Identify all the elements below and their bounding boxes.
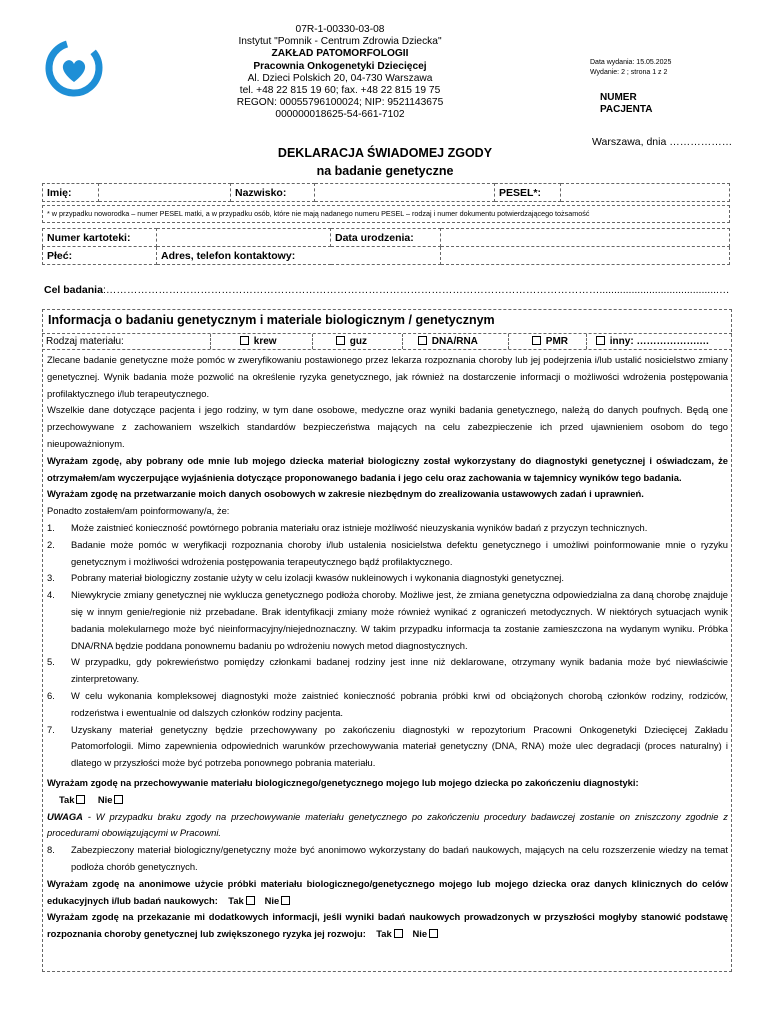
checkbox-icon[interactable]	[596, 336, 605, 345]
regon: REGON: 00055796100024; NIP: 9521143675	[236, 97, 444, 109]
list-item: 5. W przypadku, gdy pokrewieństwo pomiędzy członkami badanej rodziny jest inne niż deklarowane, otrzymany wynik badania może być niewłaściwie zinterpretowany.	[47, 656, 728, 685]
consent-storage-choice: Tak Nie	[47, 792, 728, 809]
institution-header	[150, 24, 530, 122]
birth-date-label: Data urodzenia:	[331, 229, 441, 247]
last-name-field[interactable]	[315, 184, 495, 202]
lab-name: Pracownia Onkogenetyki Dziecięcej	[253, 60, 427, 72]
doc-meta	[590, 58, 671, 78]
last-name-label: Nazwisko:	[231, 184, 315, 202]
place-date: Warszawa, dnia ………………	[592, 136, 733, 148]
sex-label: Płeć:	[43, 247, 157, 265]
pesel-note: * w przypadku noworodka – numer PESEL matki, a w przypadku osób, które nie mają nadanego numeru PESEL – rodzaj i numer dokumentu potwierdzającego tożsamość	[42, 205, 730, 223]
department-name: ZAKŁAD PATOMORFOLOGII	[271, 48, 409, 60]
storage-yes-checkbox[interactable]	[76, 795, 85, 804]
issue-date: Data wydania: 15.05.2025	[590, 59, 672, 66]
research-no-checkbox[interactable]	[281, 896, 290, 905]
address-phone-label: Adres, telefon kontaktowy:	[157, 247, 441, 265]
material-option-dna-rna[interactable]: DNA/RNA	[416, 336, 478, 347]
institute-name: Instytut "Pomnik - Centrum Zdrowia Dziecka"	[238, 36, 442, 48]
purpose-dots: :…………………………………………………………………………………………………………………………….........................................…	[102, 284, 730, 296]
first-name-field[interactable]	[99, 184, 231, 202]
material-type-row	[42, 333, 732, 350]
card-number-field[interactable]	[157, 229, 331, 247]
list-item: 4. Niewykrycie zmiany genetycznej nie wyklucza genetycznego podłoża choroby. Możliwe jest, że zmiana genetyczna odpowiedzialna za daną chorobę znajduje się w innym genie/regionie niż przebadane. Brak identyfikacji zmiany może również wynikać z ograniczeń metodycznych. W niektórych sytuacjach wynik badania molekularnego może być nieinformacyjny/niejednoznaczny. W takim przypadku informacja ta zostanie zamieszczona na wydanym wyniku. Próbka DNA/RNA będzie poddana ponownemu badaniu po wdrożeniu nowych metod diagnostycznych.	[47, 589, 728, 651]
material-label: Rodzaj materiału:	[46, 336, 124, 347]
consent-research: Wyrażam zgodę na anonimowe użycie próbki materiału biologicznego/genetycznego mojego lub mojego dziecka oraz danych klinicznych do celów edukacyjnych i/lub badań naukowych: Tak Nie	[47, 877, 728, 906]
divider	[508, 334, 509, 349]
checkbox-icon[interactable]	[532, 336, 541, 345]
page-subtitle: na badanie genetyczne	[316, 164, 454, 178]
patient-number-label: NUMER PACJENTA	[600, 92, 653, 115]
patient-details-table	[42, 228, 730, 265]
birth-date-field[interactable]	[441, 229, 730, 247]
storage-no-checkbox[interactable]	[114, 795, 123, 804]
page-title: DEKLARACJA ŚWIADOMEJ ZGODY	[277, 146, 493, 160]
consent-future-info: Wyrażam zgodę na przekazanie mi dodatkowych informacji, jeśli wyniki badań naukowych prowadzonych w przyszłości mogłyby stanowić podstawę rozpoznania choroby genetycznej lub zwiększonego ryzyka jej rozwoju: Tak Nie	[47, 911, 728, 940]
material-option-other[interactable]: inny: ……………….…	[594, 336, 709, 347]
list-item: 2. Badanie może pomóc w weryfikacji rozpoznania choroby i/lub ustalenia nosicielstwa defektu genetycznego i umożliwi poinformowanie mnie o ryzyku genetycznym i możliwości wdrożenia postępowania terapeutycznego bądź profilaktycznego.	[47, 538, 728, 567]
list-item: 6. W celu wykonania kompleksowej diagnostyki może zaistnieć konieczność pobrania próbki krwi od obciążonych chorobą członków rodziny, rodziców, rodzeństwa i ewentualnie od dalszych członków rodziny pacjenta.	[47, 689, 728, 718]
consent-data-processing: Wyrażam zgodę na przetwarzanie moich danych osobowych w zakresie niezbędnym do zrealizowania ustawowych zadań i uprawnień.	[47, 488, 644, 500]
purpose-line[interactable]	[44, 284, 729, 296]
info-body	[47, 352, 728, 943]
pesel-field[interactable]	[561, 184, 730, 202]
future-yes-checkbox[interactable]	[394, 929, 403, 938]
consent-storage: Wyrażam zgodę na przechowywanie materiału biologicznego/genetycznego mojego lub mojego dziecka po zakończeniu diagnostyki:	[47, 776, 639, 788]
first-name-label: Imię:	[43, 184, 99, 202]
pesel-label: PESEL*:	[495, 184, 561, 202]
informed-intro: Ponadto zostałem/am poinformowany/a, że:	[47, 505, 230, 517]
divider	[586, 334, 587, 349]
consent-diagnostics: Wyrażam zgodę, aby pobrany ode mnie lub mojego dziecka materiał biologiczny został wykorzystany do diagnostyki genetycznej i oświadczam, że otrzymałem/am wyczerpujące wyjaśnienia dotyczące proponowanego badania i jego celu oraz zachowania w tajemnicy wyników tego badania.	[47, 454, 728, 483]
material-option-tumor[interactable]: guz	[334, 336, 367, 347]
edition: Wydanie: 2 ; strona 1 z 2	[590, 69, 668, 76]
paragraph-confidentiality: Wszelkie dane dotyczące pacjenta i jego rodziny, w tym dane osobowe, medyczne oraz wyniki badania genetycznego, należą do danych poufnych. Będą one przechowywane z zachowaniem wszelkich standardów bezpieczeństwa mających na celu zabezpieczenie ich przed ujawnieniem osobom do tego nieupoważnionym.	[47, 404, 728, 449]
material-option-pmr[interactable]: PMR	[530, 336, 568, 347]
doc-code: 07R-1-00330-03-08	[295, 24, 385, 35]
divider	[402, 334, 403, 349]
material-option-blood[interactable]: krew	[238, 336, 277, 347]
institute-logo-icon	[44, 38, 104, 98]
info-section-title: Informacja o badaniu genetycznym i materiale biologicznym / genetycznym	[48, 313, 495, 327]
divider	[210, 334, 211, 349]
address: Al. Dzieci Polskich 20, 04-730 Warszawa	[247, 72, 433, 84]
list-item: 3. Pobrany materiał biologiczny zostanie użyty w celu izolacji kwasów nukleinowych i wykonania diagnostyki genetycznej.	[47, 572, 564, 584]
list-item: 8. Zabezpieczony materiał biologiczny/genetyczny może być anonimowo wykorzystany do badań naukowych, mających na celu rozszerzenie wiedzy na temat podłoża chorób genetycznych.	[47, 844, 728, 872]
list-item: 1. Może zaistnieć konieczność powtórnego pobrania materiału oraz istnieje możliwość nieuzyskania wyników badań z przyczyn technicznych.	[47, 521, 648, 533]
purpose-label: Cel badania	[44, 284, 103, 296]
research-yes-checkbox[interactable]	[246, 896, 255, 905]
list-item: 7. Uzyskany materiał genetyczny będzie przechowywany po zakończeniu diagnostyki w repozytorium Pracowni Onkogenetyki Dziecięcej Zakładu Patomorfologii. Mimo zapewnienia odpowiednich warunków przechowywania materiał genetyczny (DNA, RNA) może ulec degradacji (proces naturalny) i dlatego w przyszłości może być potrzeba ponownego pobrania materiału.	[47, 723, 728, 769]
checkbox-icon[interactable]	[418, 336, 427, 345]
checkbox-icon[interactable]	[240, 336, 249, 345]
account: 000000018625-54-661-7102	[275, 109, 405, 121]
warning-note: UWAGA - W przypadku braku zgody na przechowywanie materiału genetycznego po zakończeniu procedury badawczej zostanie on zniszczony zgodnie z procedurami obowiązującymi w Pracowni.	[47, 810, 728, 839]
paragraph-purpose: Zlecane badanie genetyczne może pomóc w zweryfikowaniu postawionego przez lekarza rozpoznania choroby lub jej podejrzenia i/lub ustalić nosicielstwo zmiany genetycznej. Wynik badania może pozwolić na określenie ryzyka genetycznego, jak również na dostarczenie informacji o możliwości wdrożenia postępowania profilaktycznego i/lub terapeutycznego.	[47, 354, 728, 399]
divider	[312, 334, 313, 349]
patient-identity-table	[42, 183, 730, 202]
address-phone-field[interactable]	[441, 247, 730, 265]
card-number-label: Numer kartoteki:	[43, 229, 157, 247]
phone: tel. +48 22 815 19 60; fax. +48 22 815 19 75	[239, 85, 441, 97]
checkbox-icon[interactable]	[336, 336, 345, 345]
future-no-checkbox[interactable]	[429, 929, 438, 938]
